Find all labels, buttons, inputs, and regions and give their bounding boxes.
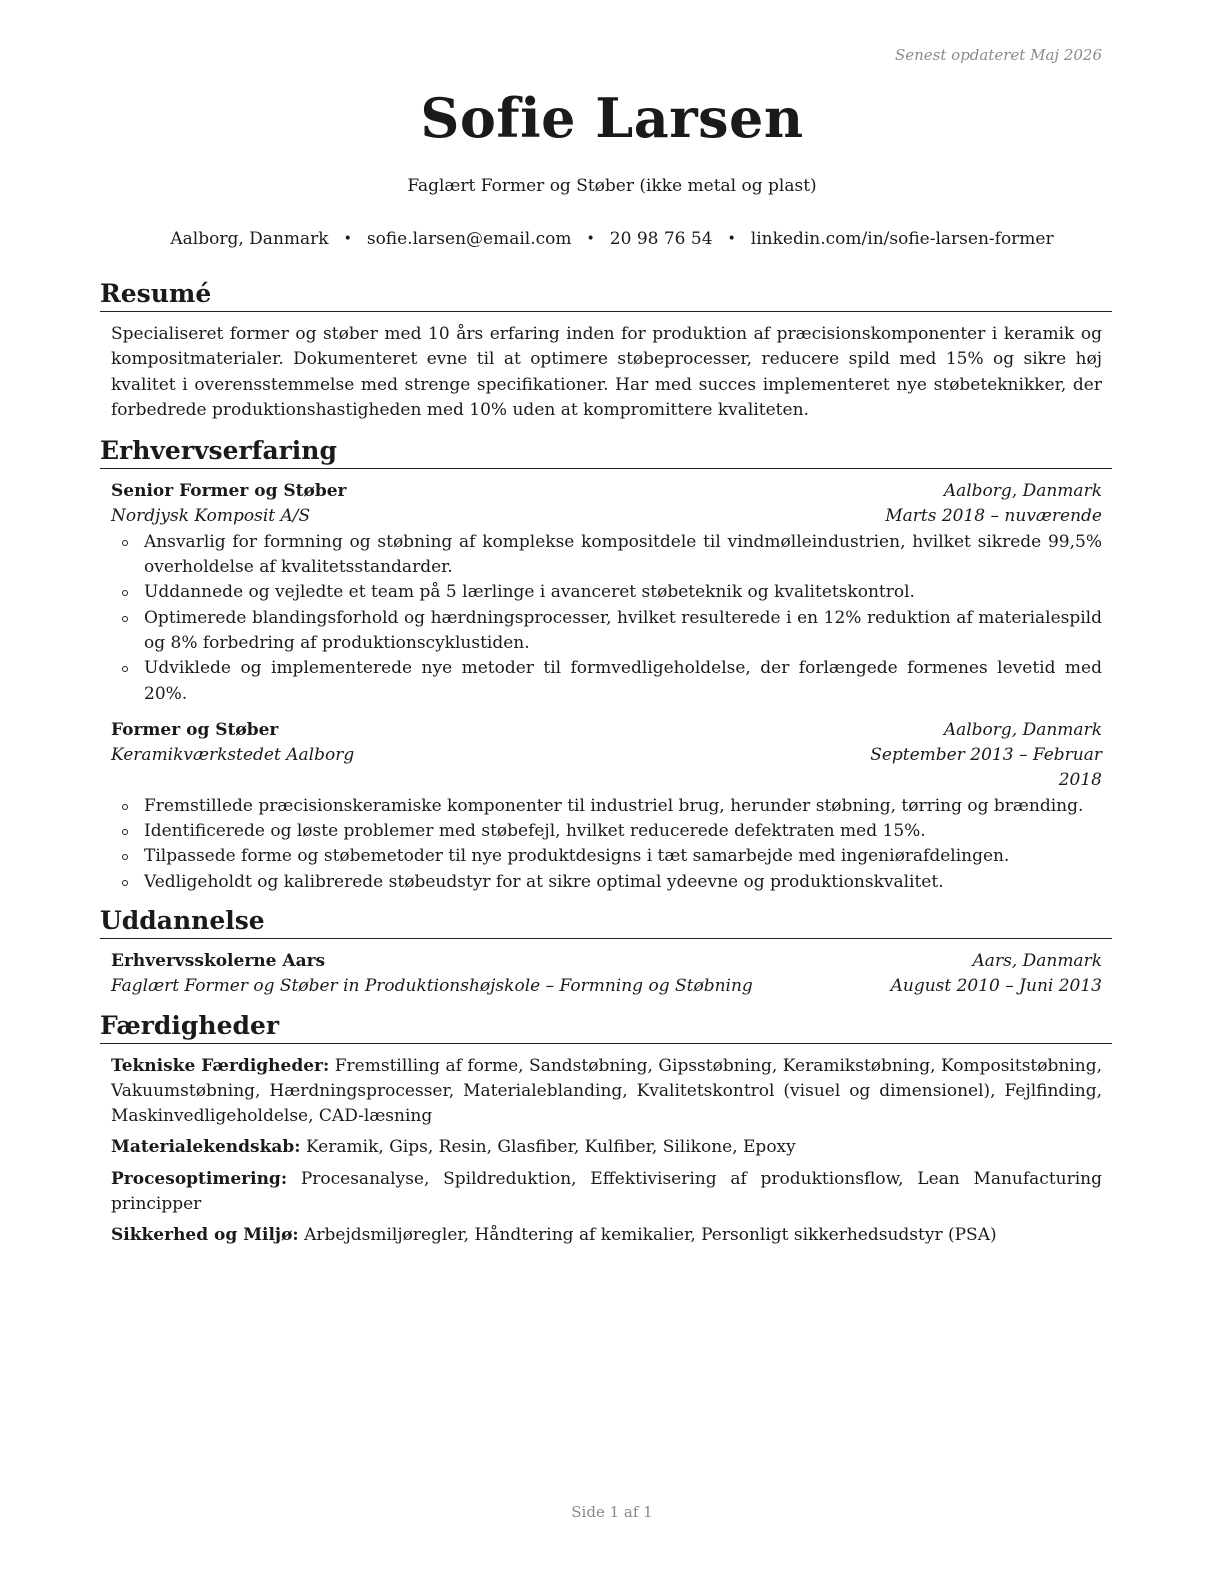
job-role: Former og Støber — [111, 719, 279, 740]
list-item: Udviklede og implementerede nye metoder til formvedligeholdelse, der forlængede formenes levetid med 20%. — [144, 656, 1102, 707]
contact-phone[interactable]: 20 98 76 54 — [609, 229, 713, 249]
list-item: Vedligeholdt og kalibrerede støbeudstyr for at sikre optimal ydeevne og produktionskvalitet. — [144, 870, 1102, 895]
job-dates: September 2013 – Februar 2018 — [870, 745, 1102, 791]
contact-linkedin[interactable]: linkedin.com/in/sofie-larsen-former — [750, 229, 1054, 249]
education-entry — [100, 949, 1112, 1000]
skills-list — [100, 1054, 1112, 1249]
skills-section — [100, 1010, 1112, 1249]
education-degree: Faglært Former og Støber in Produktionshøjskole – Formning og Støbning — [111, 976, 753, 997]
job-role: Senior Former og Støber — [111, 481, 347, 502]
job-location: Aalborg, Danmark — [943, 719, 1102, 740]
list-item: Tilpassede forme og støbemetoder til nye produktdesigns i tæt samarbejde med ingeniørafdelingen. — [144, 844, 1102, 869]
contact-separator: • — [586, 231, 595, 247]
candidate-headline: Faglært Former og Støber (ikke metal og plast) — [407, 176, 817, 196]
section-title-summary: Resumé — [100, 278, 1112, 312]
education-location: Aars, Danmark — [972, 950, 1102, 971]
job-location: Aalborg, Danmark — [943, 481, 1102, 502]
skill-label: Sikkerhed og Miljø: — [111, 1225, 299, 1246]
skill-text: Fremstilling af forme, Sandstøbning, Gipsstøbning, Keramikstøbning, Kompositstøbning, Vakuumstøbning, Hærdningsprocesser, Materialeblanding, Kvalitetskontrol (visuel og dimensionel), Fejlfinding, Maskinvedligeholdelse, CAD-læsning — [111, 1055, 1102, 1127]
contact-separator: • — [727, 231, 736, 247]
education-section — [100, 905, 1112, 1000]
job-bullets — [111, 794, 1102, 895]
list-item: Fremstillede præcisionskeramiske komponenter til industriel brug, herunder støbning, tørring og brænding. — [144, 794, 1102, 819]
job-bullets — [111, 530, 1102, 707]
skill-label: Procesoptimering: — [111, 1168, 288, 1189]
section-title-education: Uddannelse — [100, 905, 1112, 939]
job-dates: Marts 2018 – nuværende — [885, 506, 1102, 527]
contact-location: Aalborg, Danmark — [170, 229, 329, 249]
education-dates: August 2010 – Juni 2013 — [890, 976, 1102, 997]
page-number: Side 1 af 1 — [571, 1503, 653, 1521]
education-school: Erhvervsskolerne Aars — [111, 950, 326, 971]
last-updated-note: Senest opdateret Maj 2026 — [894, 46, 1102, 64]
job-company: Keramikværkstedet Aalborg — [111, 745, 355, 766]
list-item: Identificerede og løste problemer med støbefejl, hvilket reducerede defektraten med 15%. — [144, 819, 1102, 844]
skill-group — [111, 1167, 1102, 1218]
skill-group — [111, 1223, 1102, 1248]
resume-body — [100, 278, 1112, 1255]
skill-text: Keramik, Gips, Resin, Glasfiber, Kulfiber, Silikone, Epoxy — [305, 1137, 796, 1158]
list-item: Optimerede blandingsforhold og hærdningsprocesser, hvilket resulterede i en 12% reduktion af materialespild og 8% forbedring af produktionscyklustiden. — [144, 606, 1102, 657]
list-item: Uddannede og vejledte et team på 5 lærlinge i avanceret støbeteknik og kvalitetskontrol. — [144, 580, 1102, 605]
skill-text: Arbejdsmiljøregler, Håndtering af kemikalier, Personligt sikkerhedsudstyr (PSA) — [304, 1225, 997, 1246]
summary-section — [100, 278, 1112, 423]
contact-email[interactable]: sofie.larsen@email.com — [366, 229, 572, 249]
job-entry — [100, 479, 1112, 707]
experience-section — [100, 435, 1112, 895]
section-title-experience: Erhvervserfaring — [100, 435, 1112, 469]
skill-label: Tekniske Færdigheder: — [111, 1055, 330, 1076]
job-entry — [100, 718, 1112, 895]
summary-text: Specialiseret former og støber med 10 års erfaring inden for produktion af præcisionskomponenter i keramik og kompositmaterialer. Dokumenteret evne til at optimere støbeprocesser, reducere spild med 15% og sikre høj kvalitet i overensstemmelse med strenge specifikationer. Har med succes implementeret nye støbeteknikker, der forbedrede produktionshastigheden med 10% uden at kompromittere kvaliteten. — [111, 324, 1102, 420]
candidate-name: Sofie Larsen — [420, 86, 804, 150]
skill-group — [111, 1135, 1102, 1160]
list-item: Ansvarlig for formning og støbning af komplekse kompositdele til vindmølleindustrien, hvilket sikrede 99,5% overholdelse af kvalitetsstandarder. — [144, 530, 1102, 581]
section-title-skills: Færdigheder — [100, 1010, 1112, 1044]
job-company: Nordjysk Komposit A/S — [111, 506, 311, 527]
skill-label: Materialekendskab: — [111, 1137, 301, 1158]
contact-separator: • — [343, 231, 352, 247]
skill-group — [111, 1054, 1102, 1130]
contact-line — [0, 229, 1224, 249]
skill-text: Procesanalyse, Spildreduktion, Effektivisering af produktionsflow, Lean Manufacturing principper — [111, 1168, 1103, 1215]
